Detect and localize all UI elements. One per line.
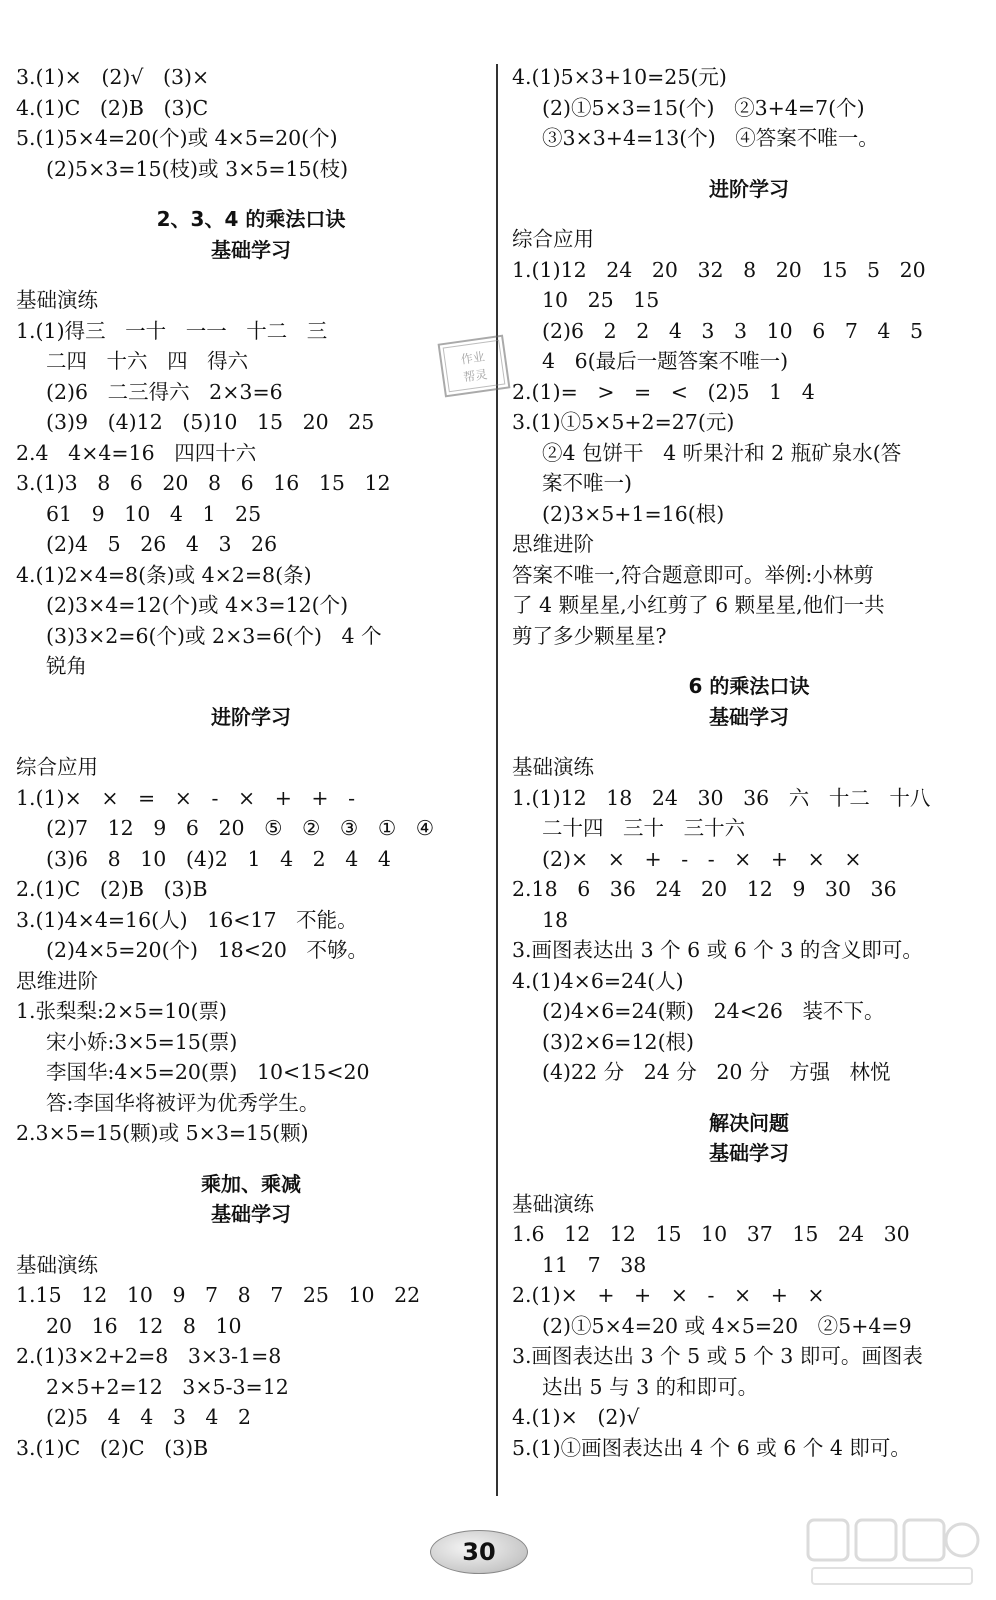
left-section-title: 基础学习 xyxy=(211,1202,291,1226)
right-answer-line: 基础演练 xyxy=(512,1191,594,1216)
right-answer-line: (2)× × + - - × + × × xyxy=(542,846,862,871)
left-spacer xyxy=(16,265,486,285)
left-answer-line: 3.(1)× (2)√ (3)× xyxy=(16,65,210,89)
left-answer-line: 思维进阶 xyxy=(16,968,98,993)
left-answer-line: 3.(1)4×4=16(人) 16<17 不能。 xyxy=(16,907,358,932)
right-spacer xyxy=(512,154,986,174)
left-answer-line: (2)4 5 26 4 3 26 xyxy=(46,532,278,556)
right-section-title: 6 的乘法口诀 xyxy=(688,674,810,698)
left-answer-line: 1.15 12 10 9 7 8 7 25 10 22 xyxy=(16,1283,421,1307)
stamp-line-2: 帮灵 xyxy=(462,367,489,385)
right-answer-line: (2)3×5+1=16(根) xyxy=(542,501,725,526)
right-answer-line: 4.(1)4×6=24(人) xyxy=(512,968,684,993)
right-answer-line: 2.(1)× + + × - × + × xyxy=(512,1283,825,1307)
right-answer-line: (2)6 2 2 4 3 3 10 6 7 4 5 xyxy=(542,318,924,343)
right-answer-line: (2)4×6=24(颗) 24<26 装不下。 xyxy=(542,999,885,1023)
right-answer-line: 1.6 12 12 15 10 37 15 24 30 xyxy=(512,1222,910,1246)
left-answer-line: 锐角 xyxy=(46,654,87,678)
left-spacer xyxy=(16,682,486,702)
left-answer-line: 20 16 12 8 10 xyxy=(46,1313,242,1338)
left-answer-line: 综合应用 xyxy=(16,755,98,779)
left-answer-line: 基础演练 xyxy=(16,288,98,312)
right-answer-line: (3)2×6=12(根) xyxy=(542,1029,695,1054)
left-answer-line: 2.4 4×4=16 四四十六 xyxy=(16,440,257,465)
left-answer-line: 1.(1)得三 一十 一一 十二 三 xyxy=(16,318,328,343)
right-answer-line: 2.(1)= > = < (2)5 1 4 xyxy=(512,379,815,404)
left-answer-line: 基础演练 xyxy=(16,1252,98,1277)
right-answer-line: 二十四 三十 三十六 xyxy=(542,816,746,840)
right-answer-line: 3.(1)①5×5+2=27(元) xyxy=(512,410,735,434)
left-answer-line: (2)4×5=20(个) 18<20 不够。 xyxy=(46,938,369,962)
right-answer-line: 1.(1)12 18 24 30 36 六 十二 十八 xyxy=(512,785,931,810)
right-answer-line: 4.(1)5×3+10=25(元) xyxy=(512,65,727,89)
left-answer-line: 1.(1)× × = × - × + + - xyxy=(16,785,356,810)
right-spacer xyxy=(512,732,986,752)
left-answer-line: (2)5×3=15(枝)或 3×5=15(枝) xyxy=(46,156,349,181)
right-answer-line: 思维进阶 xyxy=(512,532,594,556)
left-answer-line: (3)6 8 10 (4)2 1 4 2 4 4 xyxy=(46,846,391,871)
right-spacer xyxy=(512,204,986,224)
right-answer-line: 3.画图表达出 3 个 5 或 5 个 3 即可。画图表 xyxy=(512,1344,923,1368)
left-answer-line: 61 9 10 4 1 25 xyxy=(46,501,262,526)
right-section-title: 解决问题 xyxy=(709,1110,789,1135)
right-spacer xyxy=(512,651,986,671)
right-answer-line: ③3×3+4=13(个) ④答案不唯一。 xyxy=(542,126,879,150)
left-answer-line: (2)5 4 4 3 4 2 xyxy=(46,1405,252,1429)
left-answer-line: 4.(1)C (2)B (3)C xyxy=(16,95,209,120)
left-answer-line: (2)3×4=12(个)或 4×3=12(个) xyxy=(46,593,349,617)
right-answer-line: 案不唯一) xyxy=(542,471,632,495)
left-answer-line: 宋小娇:3×5=15(票) xyxy=(46,1029,238,1054)
left-answer-line: 答:李国华将被评为优秀学生。 xyxy=(46,1090,320,1115)
left-answer-line: 2.3×5=15(颗)或 5×3=15(颗) xyxy=(16,1121,309,1145)
right-answer-line: 了 4 颗星星,小红剪了 6 颗星星,他们一共 xyxy=(512,593,885,617)
page-number: 30 xyxy=(462,1538,496,1566)
left-answer-line: 1.张梨梨:2×5=10(票) xyxy=(16,999,227,1023)
right-spacer xyxy=(512,1169,986,1189)
left-section-title: 2、3、4 的乘法口诀 xyxy=(156,207,346,231)
left-answer-line: (3)9 (4)12 (5)10 15 20 25 xyxy=(46,410,375,434)
left-section-title: 进阶学习 xyxy=(211,704,291,729)
right-answer-line: 答案不唯一,符合题意即可。举例:小林剪 xyxy=(512,562,874,587)
watermark-logo xyxy=(802,1512,982,1592)
left-answer-line: (3)3×2=6(个)或 2×3=6(个) 4 个 xyxy=(46,623,382,648)
left-answer-line: (2)6 二三得六 2×3=6 xyxy=(46,379,283,404)
right-answer-line: 综合应用 xyxy=(512,227,594,251)
right-answer-line: 18 xyxy=(542,907,569,932)
right-answer-line: 剪了多少颗星星? xyxy=(512,623,667,648)
left-answer-line: 5.(1)5×4=20(个)或 4×5=20(个) xyxy=(16,126,338,150)
right-column xyxy=(512,62,986,1463)
right-answer-line: (2)①5×3=15(个) ②3+4=7(个) xyxy=(542,95,865,120)
left-answer-line: 2.(1)C (2)B (3)B xyxy=(16,877,208,901)
left-spacer xyxy=(16,1149,486,1169)
right-answer-line: (4)22 分 24 分 20 分 方强 林悦 xyxy=(542,1060,891,1084)
right-answer-line: 基础演练 xyxy=(512,755,594,779)
left-spacer xyxy=(16,1230,486,1250)
right-answer-line: 达出 5 与 3 的和即可。 xyxy=(542,1374,759,1399)
left-answer-line: 3.(1)C (2)C (3)B xyxy=(16,1435,209,1460)
left-section-title: 基础学习 xyxy=(211,237,291,262)
left-answer-line: (2)7 12 9 6 20 ⑤ ② ③ ① ④ xyxy=(46,816,435,840)
page-number-badge xyxy=(430,1530,528,1574)
left-section-title: 乘加、乘减 xyxy=(201,1171,301,1196)
right-answer-line: ②4 包饼干 4 听果汁和 2 瓶矿泉水(答 xyxy=(542,440,902,465)
left-answer-line: 2×5+2=12 3×5-3=12 xyxy=(46,1374,289,1399)
right-section-title: 基础学习 xyxy=(709,704,789,729)
column-divider xyxy=(496,64,498,1496)
right-spacer xyxy=(512,1088,986,1108)
right-answer-line: 1.(1)12 24 20 32 8 20 15 5 20 xyxy=(512,257,926,282)
left-answer-line: 3.(1)3 8 6 20 8 6 16 15 12 xyxy=(16,471,391,495)
right-answer-line: 11 7 38 xyxy=(542,1252,647,1277)
right-answer-line: (2)①5×4=20 或 4×5=20 ②5+4=9 xyxy=(542,1313,912,1338)
left-answer-line: 二四 十六 四 得六 xyxy=(46,349,249,373)
right-answer-line: 4.(1)× (2)√ xyxy=(512,1405,640,1429)
left-column xyxy=(16,62,489,1463)
left-answer-line: 4.(1)2×4=8(条)或 4×2=8(条) xyxy=(16,562,312,587)
right-answer-line: 3.画图表达出 3 个 6 或 6 个 3 的含义即可。 xyxy=(512,938,923,962)
left-spacer xyxy=(16,732,486,752)
right-answer-line: 4 6(最后一题答案不唯一) xyxy=(542,349,789,373)
right-section-title: 基础学习 xyxy=(709,1141,789,1165)
right-answer-line: 5.(1)①画图表达出 4 个 6 或 6 个 4 即可。 xyxy=(512,1435,911,1460)
left-answer-line: 2.(1)3×2+2=8 3×3-1=8 xyxy=(16,1344,282,1368)
right-answer-line: 10 25 15 xyxy=(542,288,660,312)
left-answer-line: 李国华:4×5=20(票) 10<15<20 xyxy=(46,1060,370,1084)
left-spacer xyxy=(16,184,486,204)
stamp-line-1: 作业 xyxy=(460,349,486,367)
right-section-title: 进阶学习 xyxy=(709,176,789,201)
stamp-seal xyxy=(433,325,514,406)
right-answer-line: 2.18 6 36 24 20 12 9 30 36 xyxy=(512,877,897,901)
